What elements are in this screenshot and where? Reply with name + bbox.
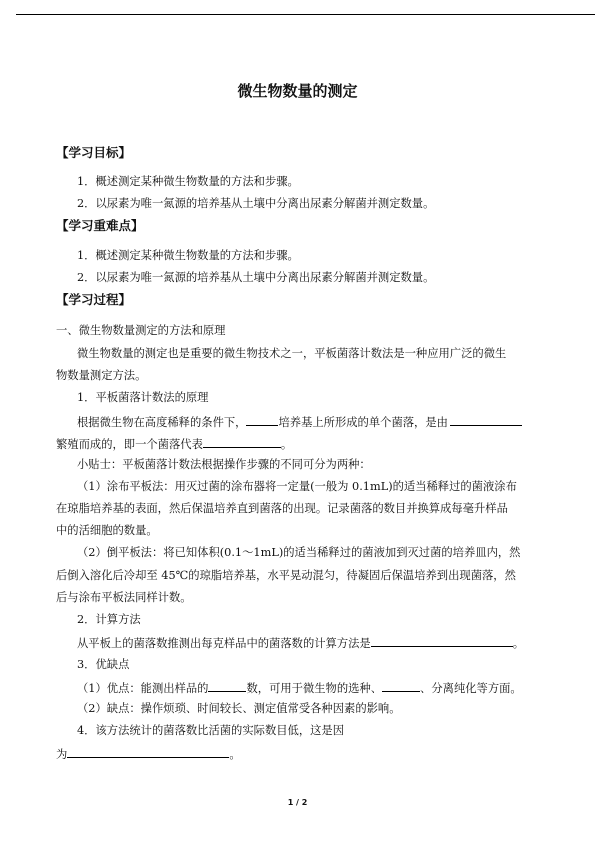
answer-line <box>56 746 241 762</box>
goal-item: 1．概述测定某种微生物数量的方法和步骤。 <box>77 175 299 188</box>
principle-line <box>56 436 292 452</box>
spread-plate-line: （1）涂布平板法：用灭过菌的涂布器将一定量(一般为 0.1mL)的适当稀释过的菌液涂布 <box>77 480 517 493</box>
key-points-heading: 【学习重难点】 <box>56 218 144 233</box>
calculation-text: 。 <box>512 637 525 650</box>
key-point-item: 1．概述测定某种微生物数量的方法和步骤。 <box>77 249 299 262</box>
page-title: 微生物数量的测定 <box>237 82 358 100</box>
pour-plate-line: 后倒入溶化后冷却至 45℃的琼脂培养基，水平晃动混匀，待凝固后保温培养到出现菌落，然 <box>56 569 516 582</box>
advantages-line <box>77 680 522 696</box>
calculation-text: 从平板上的菌落数推测出每克样品中的菌落数的计算方法是 <box>77 637 371 650</box>
goal-item: 2．以尿素为唯一氮源的培养基从土壤中分离出尿素分解菌并测定数量。 <box>77 197 435 210</box>
spread-plate-line: 中的活细胞的数量。 <box>56 524 158 537</box>
pour-plate-line: 后与涂布平板法同样计数。 <box>56 591 192 604</box>
subheading-calculation: 2．计算方法 <box>77 613 141 626</box>
question-line: 4．该方法统计的菌落数比活菌的实际数目低，这是因 <box>77 724 345 737</box>
intro-line: 物数量测定方法。 <box>56 369 147 382</box>
spread-plate-line: 在琼脂培养基的表面，然后保温培养直到菌落的出现。记录菌落的数目并换算成每毫升样品 <box>56 502 508 515</box>
tip-text: 小贴士：平板菌落计数法根据操作步骤的不同可分为两种： <box>77 458 371 471</box>
disadvantages-line: （2）缺点：操作烦琐、时间较长、测定值常受各种因素的影响。 <box>77 702 401 715</box>
page-number: 1 / 2 <box>287 798 308 807</box>
process-heading: 【学习过程】 <box>56 292 132 307</box>
calculation-line <box>77 635 524 651</box>
fill-blank[interactable] <box>382 680 420 692</box>
goals-heading: 【学习目标】 <box>56 145 132 160</box>
pour-plate-line: （2）倒平板法：将已知体积(0.1～1mL)的适当稀释过的菌液加到灭过菌的培养皿内，然 <box>77 546 521 559</box>
answer-text: 为 <box>56 748 68 761</box>
principle-text: 根据微生物在高度稀释的条件下， <box>77 416 247 429</box>
fill-blank[interactable] <box>67 746 229 758</box>
principle-line <box>77 414 522 430</box>
fill-blank[interactable] <box>203 436 281 448</box>
fill-blank[interactable] <box>208 680 246 692</box>
principle-text: 培养基上所形成的单个菌落，是由 <box>278 416 448 429</box>
principle-text: 。 <box>280 438 293 451</box>
subheading-principle: 1．平板菌落计数法的原理 <box>77 391 209 404</box>
fill-blank[interactable] <box>450 414 522 426</box>
header-rule <box>16 14 595 15</box>
principle-text: 繁殖而成的，即一个菌落代表 <box>56 438 203 451</box>
advantages-text: （1）优点：能测出样品的 <box>77 682 209 695</box>
fill-blank[interactable] <box>371 635 513 647</box>
subheading-pros-cons: 3．优缺点 <box>77 658 130 671</box>
advantages-text: 、分离纯化等方面。 <box>420 682 522 695</box>
part1-heading: 一、微生物数量测定的方法和原理 <box>56 324 226 337</box>
key-point-item: 2．以尿素为唯一氮源的培养基从土壤中分离出尿素分解菌并测定数量。 <box>77 271 435 284</box>
advantages-text: 数，可用于微生物的选种、 <box>246 682 383 695</box>
answer-text: 。 <box>229 748 241 761</box>
fill-blank[interactable] <box>246 414 278 426</box>
intro-line: 微生物数量的测定也是重要的微生物技术之一，平板菌落计数法是一种应用广泛的微生 <box>77 347 507 360</box>
